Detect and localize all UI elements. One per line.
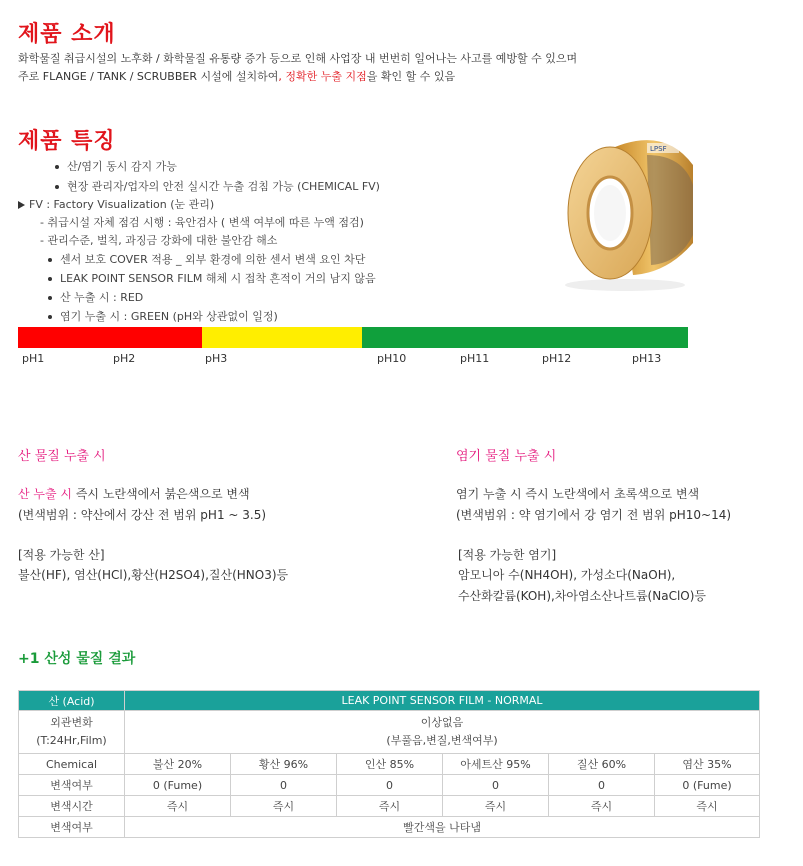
time-label: 변색시간 [19, 796, 125, 817]
color-change-label: 변색여부 [19, 775, 125, 796]
time-cell: 즉시 [231, 796, 337, 817]
bullet-icon [48, 258, 52, 262]
ph-segment-green [362, 327, 688, 348]
acid-section-title: 산 물질 누출 시 [18, 449, 106, 464]
ph-label: pH12 [542, 352, 572, 365]
time-cell: 즉시 [337, 796, 443, 817]
bullet-icon [55, 165, 59, 169]
chemical-cell: 아세트산 95% [443, 754, 549, 775]
feature-item: 현장 관리자/업자의 안전 실시간 누출 검침 가능 (CHEMICAL FV) [55, 178, 380, 196]
header-film: LEAK POINT SENSOR FILM - NORMAL [125, 691, 760, 711]
feature-sub-item: 염기 누출 시 : GREEN (pH와 상관없이 일정) [48, 308, 278, 326]
table-row-color-change [19, 775, 760, 796]
acid-line-2: (변색범위 : 약산에서 강산 전 범위 pH1 ~ 3.5) [18, 508, 267, 522]
intro-line-2: 주로 FLANGE / TANK / SCRUBBER 시설에 설치하여, 정확한 누출 지점을 확인 할 수 있음 [18, 70, 456, 83]
intro-line-1: 화학물질 취급시설의 노후화 / 화학물질 유통량 증가 등으로 인해 사업장 내 번번히 일어나는 사고를 예방할 수 있으며 [18, 52, 578, 65]
product-brand: LPSF [650, 145, 667, 153]
sensor-tape-roll-image [555, 125, 705, 295]
triangle-icon [18, 201, 25, 209]
base-section-title: 염기 물질 누출 시 [456, 449, 557, 464]
table-row-chemical [19, 754, 760, 775]
bullet-icon [48, 296, 52, 300]
ph-label: pH1 [22, 352, 45, 365]
intro-title: 제품 소개 [18, 22, 116, 47]
ph-label: pH3 [205, 352, 228, 365]
color-change-cell: 0 [337, 775, 443, 796]
base-applicable-list-1: 암모니아 수(NH4OH), 가성소다(NaOH), [458, 568, 676, 582]
result-table [18, 690, 760, 838]
fv-dash-item: - 관리수준, 벌칙, 과징금 강화에 대한 불안감 해소 [40, 234, 278, 247]
time-cell: 즉시 [549, 796, 655, 817]
chemical-cell: 황산 96% [231, 754, 337, 775]
bullet-icon [48, 277, 52, 281]
color-change-cell: 0 (Fume) [655, 775, 760, 796]
base-applicable-title: [적용 가능한 염기] [458, 548, 557, 562]
feature-sub-item: 산 누출 시 : RED [48, 289, 143, 307]
final-label: 변색여부 [19, 817, 125, 838]
ph-label: pH10 [377, 352, 407, 365]
time-cell: 즉시 [125, 796, 231, 817]
base-line-2: (변색범위 : 약 염기에서 강 염기 전 범위 pH10~14) [456, 508, 732, 522]
table-header-row [19, 691, 760, 711]
ph-label: pH13 [632, 352, 662, 365]
features-title: 제품 특징 [18, 129, 116, 154]
color-change-cell: 0 (Fume) [125, 775, 231, 796]
chemical-cell: 질산 60% [549, 754, 655, 775]
ph-segment-yellow [202, 327, 362, 348]
appearance-value: 이상없음 (부풀음,변질,변색여부) [125, 711, 760, 754]
time-cell: 즉시 [655, 796, 760, 817]
intro-highlight: , 정확한 누출 지점 [278, 70, 367, 83]
appearance-label: 외관변화 (T:24Hr,Film) [19, 711, 125, 754]
fv-heading: FV : Factory Visualization (눈 관리) [18, 196, 214, 214]
bullet-icon [48, 315, 52, 319]
intro-text [18, 50, 577, 86]
feature-sub-item: LEAK POINT SENSOR FILM 해체 시 접착 흔적이 거의 남지 않음 [48, 270, 376, 288]
fv-dash-item: - 취급시설 자체 점검 시행 : 육안검사 ( 변색 여부에 따른 누액 점검) [40, 216, 364, 229]
ph-scale-bar [18, 327, 688, 348]
acid-applicable-list: 불산(HF), 염산(HCl),황산(H2SO4),질산(HNO3)등 [18, 568, 289, 582]
result-title: +1 산성 물질 결과 [18, 651, 136, 667]
table-row-final [19, 817, 760, 838]
ph-label: pH2 [113, 352, 136, 365]
feature-item: 산/염기 동시 감지 가능 [55, 158, 177, 176]
chemical-cell: 염산 35% [655, 754, 760, 775]
ph-label: pH11 [460, 352, 490, 365]
color-change-cell: 0 [443, 775, 549, 796]
chemical-cell: 불산 20% [125, 754, 231, 775]
table-row-appearance [19, 711, 760, 754]
acid-line-1: 산 누출 시 즉시 노란색에서 붉은색으로 변색 [18, 487, 250, 501]
time-cell: 즉시 [443, 796, 549, 817]
color-change-cell: 0 [231, 775, 337, 796]
header-acid: 산 (Acid) [19, 691, 125, 711]
base-line-1: 염기 누출 시 즉시 노란색에서 초록색으로 변색 [456, 487, 700, 501]
chemical-label: Chemical [19, 754, 125, 775]
acid-applicable-title: [적용 가능한 산] [18, 548, 105, 562]
final-value: 빨간색을 나타냄 [125, 817, 760, 838]
color-change-cell: 0 [549, 775, 655, 796]
ph-segment-red [18, 327, 202, 348]
feature-sub-item: 센서 보호 COVER 적용 _ 외부 환경에 의한 센서 변색 요인 차단 [48, 251, 365, 269]
chemical-cell: 인산 85% [337, 754, 443, 775]
table-row-time [19, 796, 760, 817]
base-applicable-list-2: 수산화칼륨(KOH),차아염소산나트륨(NaClO)등 [458, 589, 707, 603]
bullet-icon [55, 185, 59, 189]
